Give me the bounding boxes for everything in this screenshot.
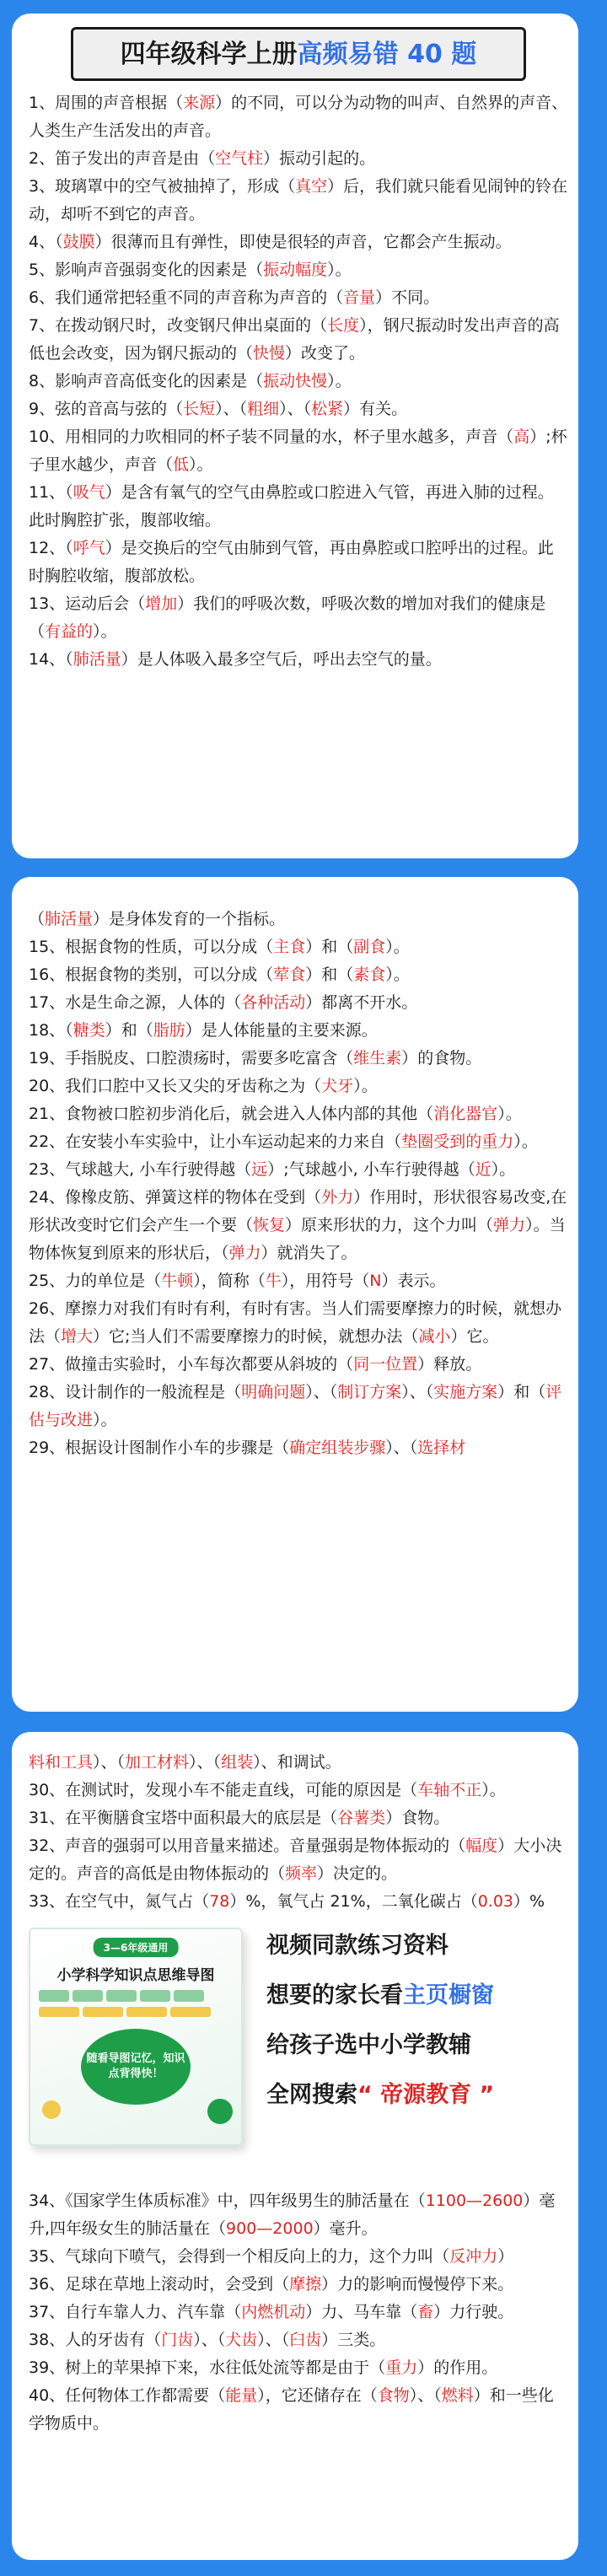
answer-text: 确定组装步骤 — [289, 1439, 386, 1457]
question-text: ）、（ — [189, 1753, 222, 1772]
answer-text: 组装 — [221, 1753, 254, 1772]
answer-text: 谷薯类 — [337, 1809, 386, 1827]
question-text: 36、足球在草地上滚动时，会受到（ — [29, 2275, 290, 2294]
answer-text: 振动幅度 — [263, 261, 328, 279]
answer-text: 音量 — [343, 288, 376, 307]
question-text: ）的不同，可以分为动物的叫声、自然界的声音、人类生产生活发出的声音。 — [29, 94, 568, 140]
answer-text: 快慢 — [253, 344, 286, 363]
question-text: 12、（ — [29, 539, 73, 557]
promo-banner — [29, 1921, 568, 2182]
question-text: ）。当物体恢复到原来的形状后，（ — [29, 1216, 566, 1262]
question-text: 25、力的单位是（ — [29, 1272, 162, 1290]
question-text: 27、做撞击实验时，小车每次都要从斜坡的（ — [29, 1355, 354, 1374]
answer-text: 肺活量 — [73, 650, 121, 669]
answer-text: 能量 — [225, 2386, 258, 2405]
answer-text: 粗细 — [247, 400, 280, 418]
answer-text: 门齿 — [161, 2331, 194, 2349]
title-highlight: 高频易错 40 题 — [297, 40, 477, 69]
question-text: ）都离不开水。 — [305, 993, 418, 1012]
question-text: ）释放。 — [417, 1355, 482, 1374]
card-3 — [12, 1732, 578, 2560]
question-text: ）力的影响而慢慢停下来。 — [321, 2275, 514, 2294]
question-text: 14、（ — [29, 650, 73, 669]
answer-text: 增大 — [61, 1327, 94, 1346]
answer-text: 垫圈受到的重力 — [401, 1132, 514, 1151]
question-text: ）;气球越小, 小车行驶得越（ — [267, 1160, 475, 1179]
question-text: ）和（ — [497, 1383, 546, 1401]
answer-text: 评估与改进 — [29, 1383, 562, 1429]
question-text: ）和一些化学物质中。 — [29, 2386, 554, 2433]
question-text: 24、像橡皮筋、弹簧这样的物体在受到（ — [29, 1188, 322, 1207]
question-text: 3、玻璃罩中的空气被抽掉了，形成（ — [29, 177, 296, 196]
question-item — [29, 906, 568, 933]
question-text: ）。 — [327, 261, 352, 279]
question-text: 34、《国家学生体质标准》中，四年级男生的肺活量在（ — [29, 2191, 426, 2210]
question-text: ）大小决定的。声音的高低是由物体振动的（ — [29, 1837, 562, 1883]
question-text: ）三类。 — [321, 2331, 386, 2349]
question-item — [29, 1832, 568, 1888]
question-text: ）。 — [93, 622, 117, 641]
question-item — [29, 423, 568, 479]
question-item — [29, 933, 568, 961]
answer-text: 臼齿 — [289, 2331, 322, 2349]
book-tags-decor — [39, 1990, 204, 2002]
question-item — [29, 961, 568, 989]
answer-text: 肺活量 — [45, 910, 94, 928]
question-text: ）、和调试。 — [253, 1753, 341, 1772]
question-text: 22、在安装小车实验中，让小车运动起来的力来自（ — [29, 1132, 402, 1151]
answer-text: 犬齿 — [225, 2331, 258, 2349]
answer-text: 维生素 — [353, 1049, 402, 1068]
question-text: 29、根据设计图制作小车的步骤是（ — [29, 1439, 290, 1457]
answer-text: 明确问题 — [241, 1383, 306, 1401]
answer-text: 犬牙 — [321, 1077, 354, 1095]
question-text: ）改变了。 — [285, 344, 366, 363]
answer-text: 空气柱 — [215, 149, 264, 168]
question-text: 10、用相同的力吹相同的杯子装不同量的水，杯子里水越多，声音（ — [29, 428, 514, 446]
question-list-3a — [29, 1749, 568, 1916]
answer-text: 制订方案 — [337, 1383, 402, 1401]
question-item — [29, 1434, 568, 1462]
question-item — [29, 284, 568, 312]
question-list-2 — [29, 906, 568, 1462]
answer-text: 长短 — [183, 400, 216, 418]
promo-line-3: 给孩子选中小学教辅 — [266, 2032, 471, 2058]
answer-text: 糖类 — [73, 1021, 105, 1040]
question-text: ）作用时，形状很容易改变,在形状改变时它们会产生一个要（ — [29, 1188, 567, 1234]
question-text: ）不同。 — [375, 288, 440, 307]
answer-text: 长度 — [327, 316, 360, 335]
answer-text: 主食 — [273, 938, 306, 956]
question-text: ）、（ — [305, 1383, 338, 1401]
question-text: 8、影响声音高低变化的因素是（ — [29, 372, 264, 390]
answer-text: 畜 — [417, 2303, 434, 2321]
title-prefix: 四年级科学上册 — [120, 40, 298, 69]
question-text: ）。 — [491, 1160, 516, 1179]
answer-text: 牛 — [265, 1272, 282, 1290]
question-text: ）原来形状的力，这个力叫（ — [285, 1216, 494, 1234]
question-text: ）是人体能量的主要来源。 — [185, 1021, 378, 1040]
question-text: ）食物。 — [385, 1809, 450, 1827]
question-text: ）表示。 — [381, 1272, 446, 1290]
question-item — [29, 1295, 568, 1351]
question-item — [29, 1128, 568, 1156]
question-item — [29, 1017, 568, 1045]
question-item — [29, 1184, 568, 1267]
question-text: 23、气球越大, 小车行驶得越（ — [29, 1160, 252, 1179]
question-item — [29, 1267, 568, 1295]
answer-text: 增加 — [145, 594, 178, 613]
question-text: 35、气球向下喷气，会得到一个相反向上的力，这个力叫（ — [29, 2247, 450, 2266]
question-text: （ — [29, 910, 46, 928]
question-item — [29, 395, 568, 423]
page-title — [71, 27, 526, 81]
answer-text: 有益的 — [45, 622, 94, 641]
question-text: 30、在测试时，发现小车不能走直线，可能的原因是（ — [29, 1781, 418, 1799]
question-text: ）% — [513, 1892, 545, 1911]
question-text: ）、（ — [409, 2386, 442, 2405]
question-item — [29, 2354, 568, 2382]
book-decor-circle-2 — [42, 2100, 61, 2119]
question-item — [29, 1045, 568, 1073]
question-item — [29, 989, 568, 1017]
question-text: 26、摩擦力对我们有时有利，有时有害。当人们需要摩擦力的时候，就想办法（ — [29, 1299, 562, 1346]
answer-text: 反冲力 — [449, 2247, 498, 2266]
question-item — [29, 590, 568, 646]
answer-text: 摩擦 — [289, 2275, 322, 2294]
question-text: 33、在空气中，氮气占（ — [29, 1892, 210, 1911]
question-text: ）决定的。 — [317, 1864, 398, 1883]
answer-text: 各种活动 — [241, 993, 306, 1012]
answer-text: 素食 — [353, 965, 386, 984]
answer-text: 真空 — [295, 177, 328, 196]
question-text: ），简称（ — [193, 1272, 266, 1290]
question-text: 11、（ — [29, 483, 73, 502]
question-text: 4、（ — [29, 233, 63, 251]
question-text: ）、（ — [93, 1753, 126, 1772]
answer-text: 高 — [513, 428, 530, 446]
answer-text: 食物 — [377, 2386, 410, 2405]
answer-text: 料和工具 — [29, 1753, 94, 1772]
question-text: ）振动引起的。 — [263, 149, 376, 168]
question-item — [29, 1888, 568, 1916]
book-title: 小学科学知识点思维导图 — [56, 1967, 215, 1984]
question-text: ）、（ — [257, 2331, 290, 2349]
question-text: ）就消失了。 — [261, 1244, 357, 1262]
question-item — [29, 173, 568, 229]
answer-text: 加工材料 — [125, 1753, 190, 1772]
question-item — [29, 2271, 568, 2299]
answer-text: 松紧 — [311, 400, 344, 418]
answer-text: 内燃机动 — [241, 2303, 306, 2321]
question-item — [29, 1156, 568, 1184]
answer-text: 900—2000 — [226, 2219, 314, 2238]
promo-brand: “ 帝源教育 ” — [357, 2082, 495, 2108]
question-item — [29, 2187, 568, 2243]
question-text: ）是身体发育的一个指标。 — [93, 910, 286, 928]
question-item — [29, 145, 568, 173]
question-list-3b — [29, 2187, 568, 2438]
answer-text: 同一位置 — [353, 1355, 418, 1374]
answer-text: 远 — [251, 1160, 268, 1179]
answer-text: 选择材 — [417, 1439, 466, 1457]
question-item — [29, 256, 568, 284]
question-text: ）它;当人们不需要摩擦力的时候，就想办法（ — [93, 1327, 419, 1346]
question-text: 21、食物被口腔初步消化后，就会进入人体内部的其他（ — [29, 1105, 434, 1123]
question-text: ）和（ — [305, 938, 354, 956]
question-item — [29, 2299, 568, 2326]
answer-text: 呼气 — [73, 539, 105, 557]
question-item — [29, 1100, 568, 1128]
question-text: 40、任何物体工作都需要（ — [29, 2386, 226, 2405]
answer-text: 恢复 — [253, 1216, 286, 1234]
question-text: 31、在平衡膳食宝塔中面积最大的底层是（ — [29, 1809, 338, 1827]
question-text: 16、根据食物的类别，可以分成（ — [29, 965, 274, 984]
question-text: ），钢尺振动时发出声音的高低也会改变，因为钢尺振动的（ — [29, 316, 560, 363]
question-text: 2、笛子发出的声音是由（ — [29, 149, 216, 168]
question-item — [29, 1351, 568, 1379]
question-text: ）、（ — [215, 400, 248, 418]
question-text: ）、（ — [193, 2331, 226, 2349]
answer-text: 副食 — [353, 938, 386, 956]
question-text: ）毫升,四年级女生的肺活量在（ — [29, 2191, 556, 2238]
question-item — [29, 479, 568, 535]
question-text: ）%，氧气占 21%，二氧化碳占（ — [229, 1892, 478, 1911]
question-text: 20、我们口腔中又长又尖的牙齿称之为（ — [29, 1077, 322, 1095]
question-item — [29, 2326, 568, 2354]
card-1 — [12, 13, 578, 858]
question-text: ）它。 — [450, 1327, 499, 1346]
question-text: ）是交换后的空气由肺到气管，再由鼻腔或口腔呼出的过程。此时胸腔收缩，腹部放松。 — [29, 539, 554, 585]
question-text: ）。 — [93, 1411, 117, 1429]
question-item — [29, 646, 568, 674]
question-text: ），用符号（ — [281, 1272, 370, 1290]
promo-line-2: 想要的家长看主页橱窗 — [266, 1982, 494, 2009]
book-cover-image — [29, 1928, 243, 2146]
question-text: 17、水是生命之源，人体的（ — [29, 993, 242, 1012]
question-text: ） — [497, 2247, 514, 2266]
promo-text — [266, 1921, 494, 2182]
question-text: 7、在拨动钢尺时，改变钢尺伸出桌面的（ — [29, 316, 328, 335]
answer-text: N — [369, 1272, 382, 1290]
promo-line-4: 全网搜索“ 帝源教育 ” — [266, 2082, 495, 2108]
answer-text: 车轴不正 — [417, 1781, 482, 1799]
question-text: 9、弦的音高与弦的（ — [29, 400, 184, 418]
question-text: ），它还储存在（ — [257, 2386, 378, 2405]
question-text: ）、（ — [279, 400, 312, 418]
question-item — [29, 1073, 568, 1100]
answer-text: 牛顿 — [161, 1272, 194, 1290]
promo-link-window[interactable]: 主页橱窗 — [403, 1982, 494, 2009]
answer-text: 外力 — [321, 1188, 354, 1207]
question-text: ）。 — [385, 965, 410, 984]
question-text: 39、树上的苹果掉下来，水往低处流等都是由于（ — [29, 2358, 386, 2377]
question-item — [29, 1777, 568, 1804]
question-item — [29, 368, 568, 395]
answer-text: 鼓膜 — [62, 233, 95, 251]
answer-text: 频率 — [285, 1864, 318, 1883]
question-text: ）、（ — [385, 1439, 418, 1457]
answer-text: 0.03 — [477, 1892, 514, 1911]
question-text: 15、根据食物的性质，可以分成（ — [29, 938, 274, 956]
question-text: 13、运动后会（ — [29, 594, 146, 613]
question-item — [29, 1804, 568, 1832]
answer-text: 78 — [209, 1892, 230, 1911]
question-item — [29, 1379, 568, 1434]
question-text: ）、（ — [401, 1383, 434, 1401]
question-text: ）;杯子里水越少，声音（ — [29, 428, 567, 474]
answer-text: 减小 — [418, 1327, 451, 1346]
question-text: ）很薄而且有弹性，即使是很轻的声音，它都会产生振动。 — [94, 233, 512, 251]
question-list-1 — [29, 89, 568, 674]
question-text: ）。 — [513, 1132, 538, 1151]
question-item — [29, 229, 568, 256]
promo-line-1: 视频同款练习资料 — [266, 1933, 449, 1959]
question-text: ）。 — [481, 1781, 506, 1799]
question-text: ）有关。 — [343, 400, 408, 418]
answer-text: 消化器官 — [433, 1105, 498, 1123]
answer-text: 1100—2600 — [425, 2191, 524, 2210]
answer-text: 弹力 — [228, 1244, 261, 1262]
question-item — [29, 535, 568, 590]
answer-text: 弹力 — [493, 1216, 526, 1234]
question-text: ）。 — [497, 1105, 522, 1123]
answer-text: 吸气 — [73, 483, 105, 502]
question-text: ）后，我们就只能看见闹钟的铃在动，却听不到它的声音。 — [29, 177, 568, 223]
question-text: 18、（ — [29, 1021, 73, 1040]
book-tags-decor-2 — [39, 2007, 211, 2017]
question-text: ）是人体吸入最多空气后，呼出去空气的量。 — [121, 650, 442, 669]
book-badge: 随看导图记忆，知识点背得快！ — [81, 2029, 191, 2105]
question-text: 19、手指脱皮、口腔溃疡时，需要多吃富含（ — [29, 1049, 354, 1068]
answer-text: 荤食 — [273, 965, 306, 984]
answer-text: 燃料 — [441, 2386, 474, 2405]
question-text: ）。 — [385, 938, 410, 956]
answer-text: 重力 — [385, 2358, 418, 2377]
answer-text: 脂肪 — [153, 1021, 185, 1040]
question-text: 38、人的牙齿有（ — [29, 2331, 162, 2349]
answer-text: 低 — [173, 455, 190, 474]
book-decor-circle — [207, 2099, 233, 2124]
question-text: 28、设计制作的一般流程是（ — [29, 1383, 242, 1401]
question-text: ）和（ — [305, 965, 354, 984]
question-text: 32、声音的强弱可以用音量来描述。音量强弱是物体振动的（ — [29, 1837, 466, 1855]
question-item — [29, 312, 568, 368]
question-text: ）。 — [189, 455, 213, 474]
question-item — [29, 2243, 568, 2271]
question-item — [29, 1749, 568, 1777]
card-2 — [12, 877, 578, 1712]
question-text: 5、影响声音强弱变化的因素是（ — [29, 261, 264, 279]
question-text: ）的作用。 — [417, 2358, 498, 2377]
answer-text: 实施方案 — [433, 1383, 498, 1401]
question-text: 6、我们通常把轻重不同的声音称为声音的（ — [29, 288, 344, 307]
question-item — [29, 2382, 568, 2438]
question-text: ）力、马车靠（ — [305, 2303, 418, 2321]
question-text: ）是含有氧气的空气由鼻腔或口腔进入气管，再进入肺的过程。此时胸腔扩张，腹部收缩。 — [29, 483, 554, 530]
question-text: ）。 — [353, 1077, 378, 1095]
question-text: ）。 — [327, 372, 352, 390]
question-text: ）和（ — [105, 1021, 153, 1040]
question-text: ）毫升。 — [313, 2219, 378, 2238]
question-text: 1、周围的声音根据（ — [29, 94, 184, 112]
answer-text: 振动快慢 — [263, 372, 328, 390]
question-text: ）的食物。 — [401, 1049, 482, 1068]
answer-text: 幅度 — [465, 1837, 498, 1855]
question-item — [29, 89, 568, 145]
answer-text: 来源 — [183, 94, 216, 112]
question-text: 37、自行车靠人力、汽车靠（ — [29, 2303, 242, 2321]
book-ribbon: 3—6年级通用 — [94, 1938, 179, 1957]
question-text: ）我们的呼吸次数，呼吸次数的增加对我们的健康是（ — [29, 594, 546, 641]
answer-text: 近 — [475, 1160, 492, 1179]
question-text: ）力行驶。 — [433, 2303, 514, 2321]
